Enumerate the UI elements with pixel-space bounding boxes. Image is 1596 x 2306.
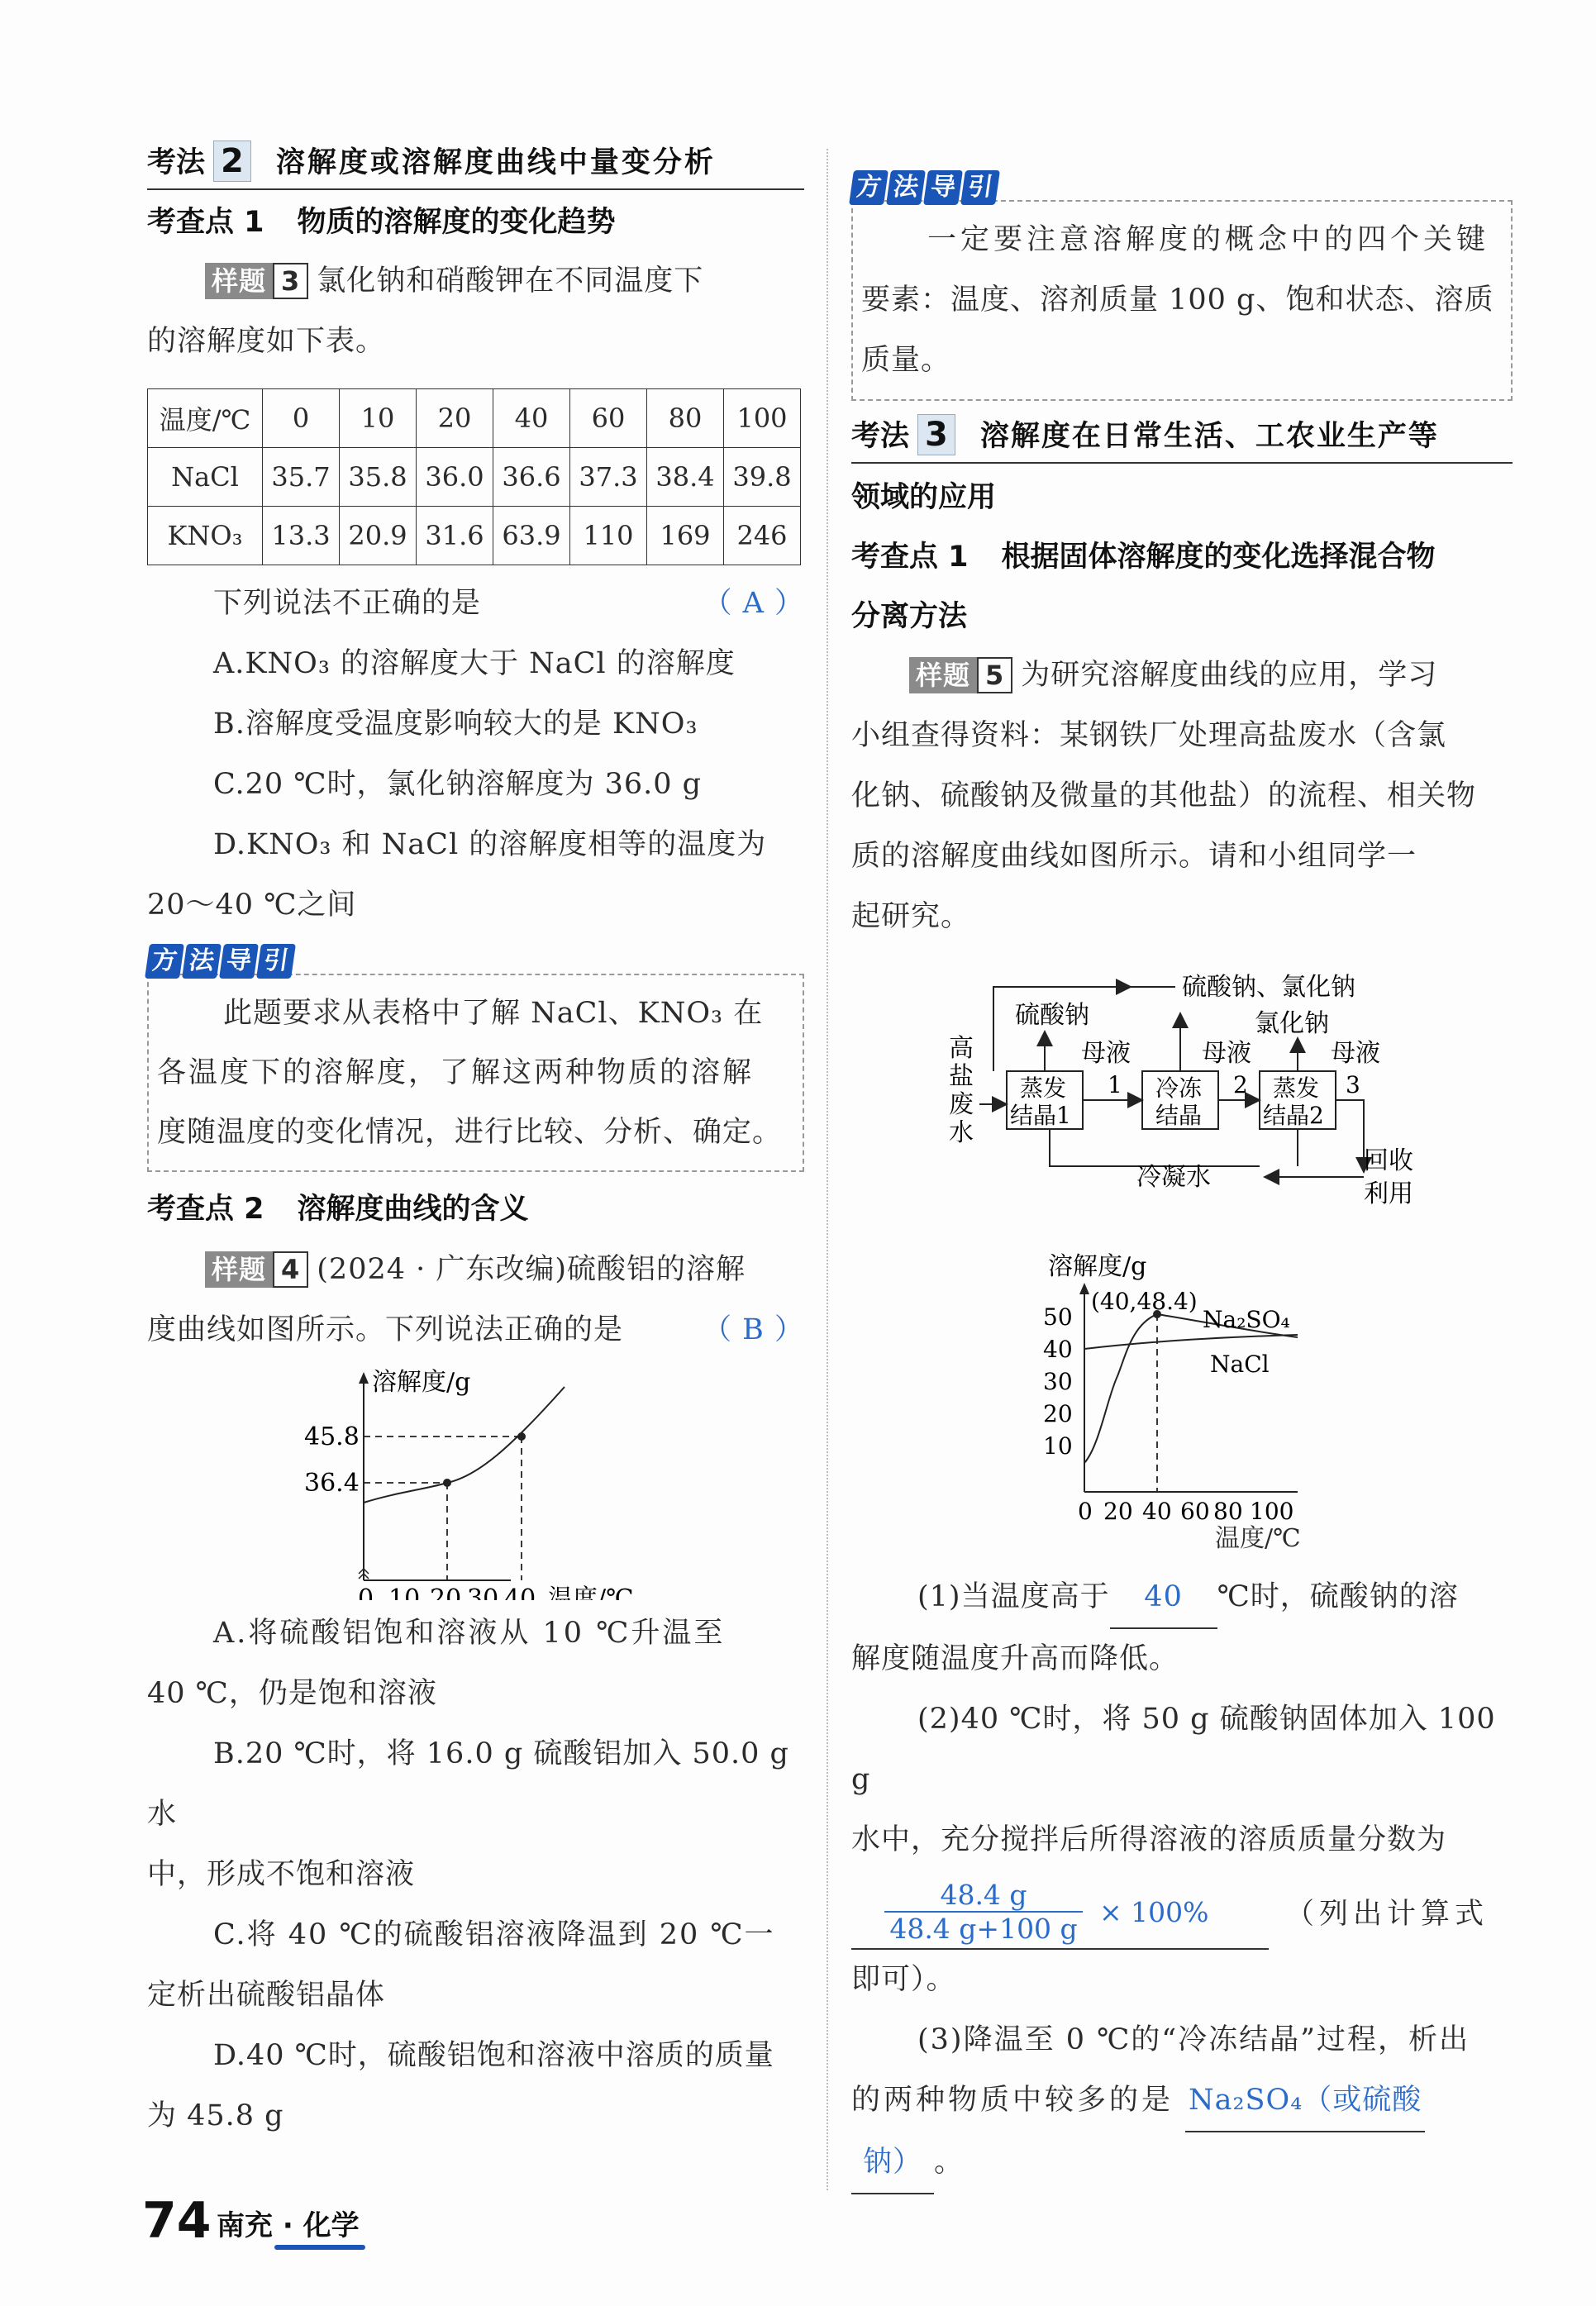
q4-row2 <box>147 1300 804 1360</box>
q4-option-b: B.20 ℃时，将 16.0 g 硫酸铝加入 50.0 g 水 <box>147 1737 789 1831</box>
y-axis-arrow <box>1079 1283 1089 1294</box>
stream-number: 2 <box>1233 1071 1248 1098</box>
method-line: 一定要注意溶解度的概念中的四个关键 <box>927 223 1490 256</box>
sample-number: 5 <box>977 657 1012 693</box>
q5b-formula-row <box>851 1879 1513 1950</box>
section-header-2 <box>147 141 804 190</box>
q5b-multiplier: × 100% <box>1099 1895 1209 1928</box>
chart2-xlabel-row <box>851 1526 1513 1551</box>
point-title: 溶解度曲线的含义 <box>297 1193 529 1226</box>
q5b-fraction <box>884 1879 1083 1945</box>
table-cell: 40 <box>493 389 570 448</box>
y-tick: 45.8 <box>304 1422 360 1451</box>
q3-option-a: A.KNO₃ 的溶解度大于 NaCl 的溶解度 <box>213 647 736 680</box>
label-condensate: 冷凝水 <box>1136 1163 1211 1192</box>
table-cell: 80 <box>647 389 724 448</box>
q4-text2: 度曲线如图所示。下列说法正确的是 <box>147 1313 624 1346</box>
label-input: 高 <box>949 1034 974 1063</box>
q3-option-d: D.KNO₃ 和 NaCl 的溶解度相等的温度为 <box>213 828 767 861</box>
series-label-nacl: NaCl <box>1210 1351 1270 1378</box>
q4-option-a: A.将硫酸铝饱和溶液从 10 ℃升温至 <box>213 1617 726 1650</box>
method-box <box>147 974 804 1172</box>
table-cell: 20 <box>417 389 493 448</box>
box-label: 结晶2 <box>1263 1102 1324 1129</box>
solubility-curve-chart <box>851 1232 1513 1529</box>
q5-text: 小组查得资料：某钢铁厂处理高盐废水（含氯 <box>851 719 1447 752</box>
section-label: 考法 <box>851 420 910 453</box>
x-tick: 100 <box>1250 1498 1294 1525</box>
y-axis-label: 溶解度/g <box>372 1368 471 1397</box>
label-recycle: 回收 <box>1364 1146 1413 1175</box>
q5c-line1: (3)降温至 0 ℃的“冷冻结晶”过程，析出 <box>917 2023 1470 2056</box>
point-label: 考查点 1 <box>851 541 969 574</box>
question-3 <box>147 251 804 312</box>
x-tick: 40 <box>504 1584 536 1600</box>
table-cell: 35.7 <box>263 448 340 507</box>
q4-option-d-cont: 为 45.8 g <box>147 2099 284 2132</box>
q5c-answer: Na₂SO₄（或硫酸 <box>1185 2070 1425 2132</box>
method-char: 引 <box>256 944 296 979</box>
method-guide-1 <box>147 944 804 1172</box>
method-guide-2 <box>851 170 1513 401</box>
q4-option-b-cont: 中，形成不饱和溶液 <box>147 1858 416 1891</box>
table-cell: 10 <box>340 389 417 448</box>
page-number: 74 <box>142 2192 212 2250</box>
table-cell: KNO₃ <box>148 507 263 565</box>
label-input: 水 <box>949 1118 974 1147</box>
x-tick: 20 <box>1103 1498 1133 1525</box>
method-line: 此题要求从表格中了解 NaCl、KNO₃ 在 <box>223 997 764 1030</box>
section-number: 3 <box>917 414 955 455</box>
method-char: 法 <box>182 944 222 979</box>
sample-tag: 样题 <box>909 657 977 693</box>
q3-answer: （ A ） <box>703 587 804 620</box>
fraction-denominator: 48.4 g+100 g <box>889 1913 1078 1945</box>
table-cell: 20.9 <box>340 507 417 565</box>
line-cond-left <box>1050 1129 1260 1166</box>
y-axis-label: 溶解度/g <box>1048 1252 1147 1281</box>
left-column <box>147 141 804 2146</box>
point-title-cont: 分离方法 <box>851 600 968 633</box>
point-label: 考查点 2 <box>147 1193 264 1226</box>
question-5 <box>851 646 1513 706</box>
table-row <box>148 507 801 565</box>
q5a-pre: (1)当温度高于 <box>917 1580 1110 1613</box>
x-tick: 0 <box>358 1584 374 1600</box>
q5c-pre: 的两种物质中较多的是 <box>851 2084 1174 2117</box>
x-tick: 10 <box>388 1584 421 1600</box>
series-label-na2so4: Na₂SO₄ <box>1203 1306 1290 1333</box>
method-line: 各温度下的溶解度，了解这两种物质的溶解 <box>157 1056 755 1089</box>
method-char: 方 <box>145 944 184 979</box>
process-flow-diagram <box>851 955 1513 1228</box>
box-label: 蒸发 <box>1273 1074 1320 1102</box>
stream-number: 1 <box>1108 1071 1122 1098</box>
box-label: 冷冻 <box>1155 1074 1203 1102</box>
q4-option-d: D.40 ℃时，硫酸铝饱和溶液中溶质的质量 <box>213 2039 774 2072</box>
curve-nacl <box>1084 1335 1298 1349</box>
section-number: 2 <box>213 141 251 182</box>
q5b-line2: 水中，充分搅拌后所得溶液的溶质质量分数为 <box>851 1823 1447 1856</box>
column-divider <box>827 149 828 2190</box>
q3-option-d-cont: 20～40 ℃之间 <box>147 889 357 922</box>
label-mother-liquor: 母液 <box>1081 1039 1131 1068</box>
label-top-products: 硫酸钠、氯化钠 <box>1182 973 1355 1002</box>
q4-answer: （ B ） <box>703 1313 804 1346</box>
section-title-cont: 领域的应用 <box>851 481 997 514</box>
table-cell: 110 <box>570 507 647 565</box>
y-tick: 10 <box>1043 1432 1073 1460</box>
x-axis-label: 温度/℃ <box>1215 1524 1301 1553</box>
table-cell: 36.6 <box>493 448 570 507</box>
footer-accent <box>274 2245 365 2250</box>
point-40 <box>517 1432 526 1441</box>
method-line: 质量。 <box>861 344 951 377</box>
section-header-3 <box>851 414 1513 464</box>
right-column <box>851 141 1513 2194</box>
q5c-line3 <box>851 2132 1513 2194</box>
sample-number: 4 <box>273 1251 308 1288</box>
table-cell: 100 <box>724 389 801 448</box>
table-cell: 63.9 <box>493 507 570 565</box>
aluminum-sulfate-chart <box>147 1360 804 1600</box>
label-nacl: 氯化钠 <box>1255 1009 1329 1038</box>
fraction-numerator: 48.4 g <box>940 1879 1027 1911</box>
section-title: 溶解度在日常生活、工农业生产等 <box>979 420 1439 453</box>
method-title <box>147 944 296 979</box>
label-input: 盐 <box>949 1062 974 1091</box>
stream-number: 3 <box>1346 1071 1360 1098</box>
point-20 <box>443 1479 451 1487</box>
table-cell: 39.8 <box>724 448 801 507</box>
method-char: 法 <box>886 170 926 205</box>
label-input: 废 <box>949 1090 974 1119</box>
method-char: 导 <box>923 170 963 205</box>
y-axis-arrow <box>359 1372 369 1384</box>
section-label: 考法 <box>147 146 206 179</box>
q3-stem: 下列说法不正确的是 <box>213 587 482 620</box>
table-cell: 温度/℃ <box>148 389 263 448</box>
point-header-r1 <box>851 535 1513 579</box>
method-title <box>851 170 1000 205</box>
table-cell: 37.3 <box>570 448 647 507</box>
method-line: 要素：温度、溶剂质量 100 g、饱和状态、溶质 <box>861 283 1494 317</box>
method-box <box>851 200 1513 401</box>
q5c-post: 。 <box>934 2146 965 2179</box>
y-tick: 36.4 <box>304 1469 360 1498</box>
q3-text: 氯化钠和硝酸钾在不同温度下 <box>317 264 704 298</box>
q5-text: 化钠、硫酸钠及微量的其他盐）的流程、相关物 <box>851 779 1477 812</box>
q3-option-c: C.20 ℃时，氯化钠溶解度为 36.0 g <box>213 768 703 801</box>
q4-option-c: C.将 40 ℃的硫酸铝溶液降温到 20 ℃一 <box>213 1918 775 1951</box>
q5b-note: （列出计算式 <box>1285 1897 1489 1931</box>
q5c-answer-cont: 钠） <box>851 2132 934 2194</box>
label-na2so4: 硫酸钠 <box>1015 1001 1089 1030</box>
y-tick: 40 <box>1043 1336 1073 1363</box>
point-header-2 <box>147 1187 804 1232</box>
method-char: 引 <box>960 170 1000 205</box>
q5c-line2 <box>851 2070 1513 2132</box>
x-tick: 80 <box>1213 1498 1243 1525</box>
q3-text2: 的溶解度如下表。 <box>147 325 386 358</box>
x-tick: 40 <box>1142 1498 1172 1525</box>
table-cell: 38.4 <box>647 448 724 507</box>
label-mother-liquor: 母液 <box>1202 1039 1251 1068</box>
solubility-table <box>147 388 801 565</box>
table-row <box>148 448 801 507</box>
table-cell: 246 <box>724 507 801 565</box>
q5-text: 为研究溶解度曲线的应用，学习 <box>1021 659 1438 692</box>
label-mother-liquor: 母液 <box>1331 1039 1380 1068</box>
point-label: (40,48.4) <box>1091 1288 1198 1315</box>
y-tick: 20 <box>1043 1400 1073 1427</box>
method-line: 度随温度的变化情况，进行比较、分析、确定。 <box>157 1116 783 1149</box>
box-label: 蒸发 <box>1020 1074 1067 1102</box>
table-row <box>148 389 801 448</box>
q3-stem-row <box>147 574 804 634</box>
table-cell: 31.6 <box>417 507 493 565</box>
box-label: 结晶 <box>1155 1102 1203 1129</box>
q5a-answer: 40 <box>1110 1567 1217 1629</box>
q5a-line2: 解度随温度升高而降低。 <box>851 1642 1179 1675</box>
footer-title: 南充 · 化学 <box>217 2209 360 2242</box>
x-tick: 20 <box>430 1584 462 1600</box>
x-axis-label: 温度/℃ <box>548 1584 634 1600</box>
label-recycle: 利用 <box>1364 1179 1413 1208</box>
y-tick: 50 <box>1043 1303 1073 1331</box>
point-label: 考查点 1 <box>147 206 264 239</box>
table-cell: 35.8 <box>340 448 417 507</box>
method-char: 方 <box>849 170 889 205</box>
q5-text: 质的溶解度曲线如图所示。请和小组同学一 <box>851 840 1417 873</box>
q5-text: 起研究。 <box>851 900 971 933</box>
q3-option-b: B.溶解度受温度影响较大的是 KNO₃ <box>213 708 698 741</box>
table-cell: NaCl <box>148 448 263 507</box>
x-tick: 30 <box>467 1584 499 1600</box>
y-tick: 30 <box>1043 1368 1073 1395</box>
table-cell: 169 <box>647 507 724 565</box>
point-title: 物质的溶解度的变化趋势 <box>297 206 616 239</box>
method-char: 导 <box>219 944 259 979</box>
point-title: 根据固体溶解度的变化选择混合物 <box>1001 541 1436 574</box>
q5a-post: ℃时，硫酸钠的溶 <box>1217 1580 1459 1613</box>
q4-option-a-cont: 40 ℃，仍是饱和溶液 <box>147 1677 437 1710</box>
point-header-1 <box>147 200 804 245</box>
solubility-curve <box>364 1387 565 1503</box>
table-cell: 13.3 <box>263 507 340 565</box>
x-tick: 60 <box>1180 1498 1210 1525</box>
table-cell: 36.0 <box>417 448 493 507</box>
q5-part1 <box>851 1567 1513 1629</box>
sample-number: 3 <box>273 263 308 299</box>
table-cell: 60 <box>570 389 647 448</box>
section-title: 溶解度或溶解度曲线中量变分析 <box>275 146 716 179</box>
q5b-line1: (2)40 ℃时，将 50 g 硫酸钠固体加入 100 g <box>851 1703 1496 1796</box>
table-cell: 0 <box>263 389 340 448</box>
q5b-line4: 即可）。 <box>851 1963 956 1996</box>
arrow-3 <box>1336 1100 1364 1172</box>
sample-tag: 样题 <box>205 263 273 299</box>
q4-text: (2024 · 广东改编)硫酸铝的溶解 <box>317 1253 746 1286</box>
q4-option-c-cont: 定析出硫酸铝晶体 <box>147 1979 386 2012</box>
question-4 <box>147 1240 804 1300</box>
x-tick: 0 <box>1078 1498 1093 1525</box>
box-label: 结晶1 <box>1010 1102 1071 1129</box>
q5b-answer-blank <box>851 1879 1269 1950</box>
sample-tag: 样题 <box>205 1251 273 1288</box>
